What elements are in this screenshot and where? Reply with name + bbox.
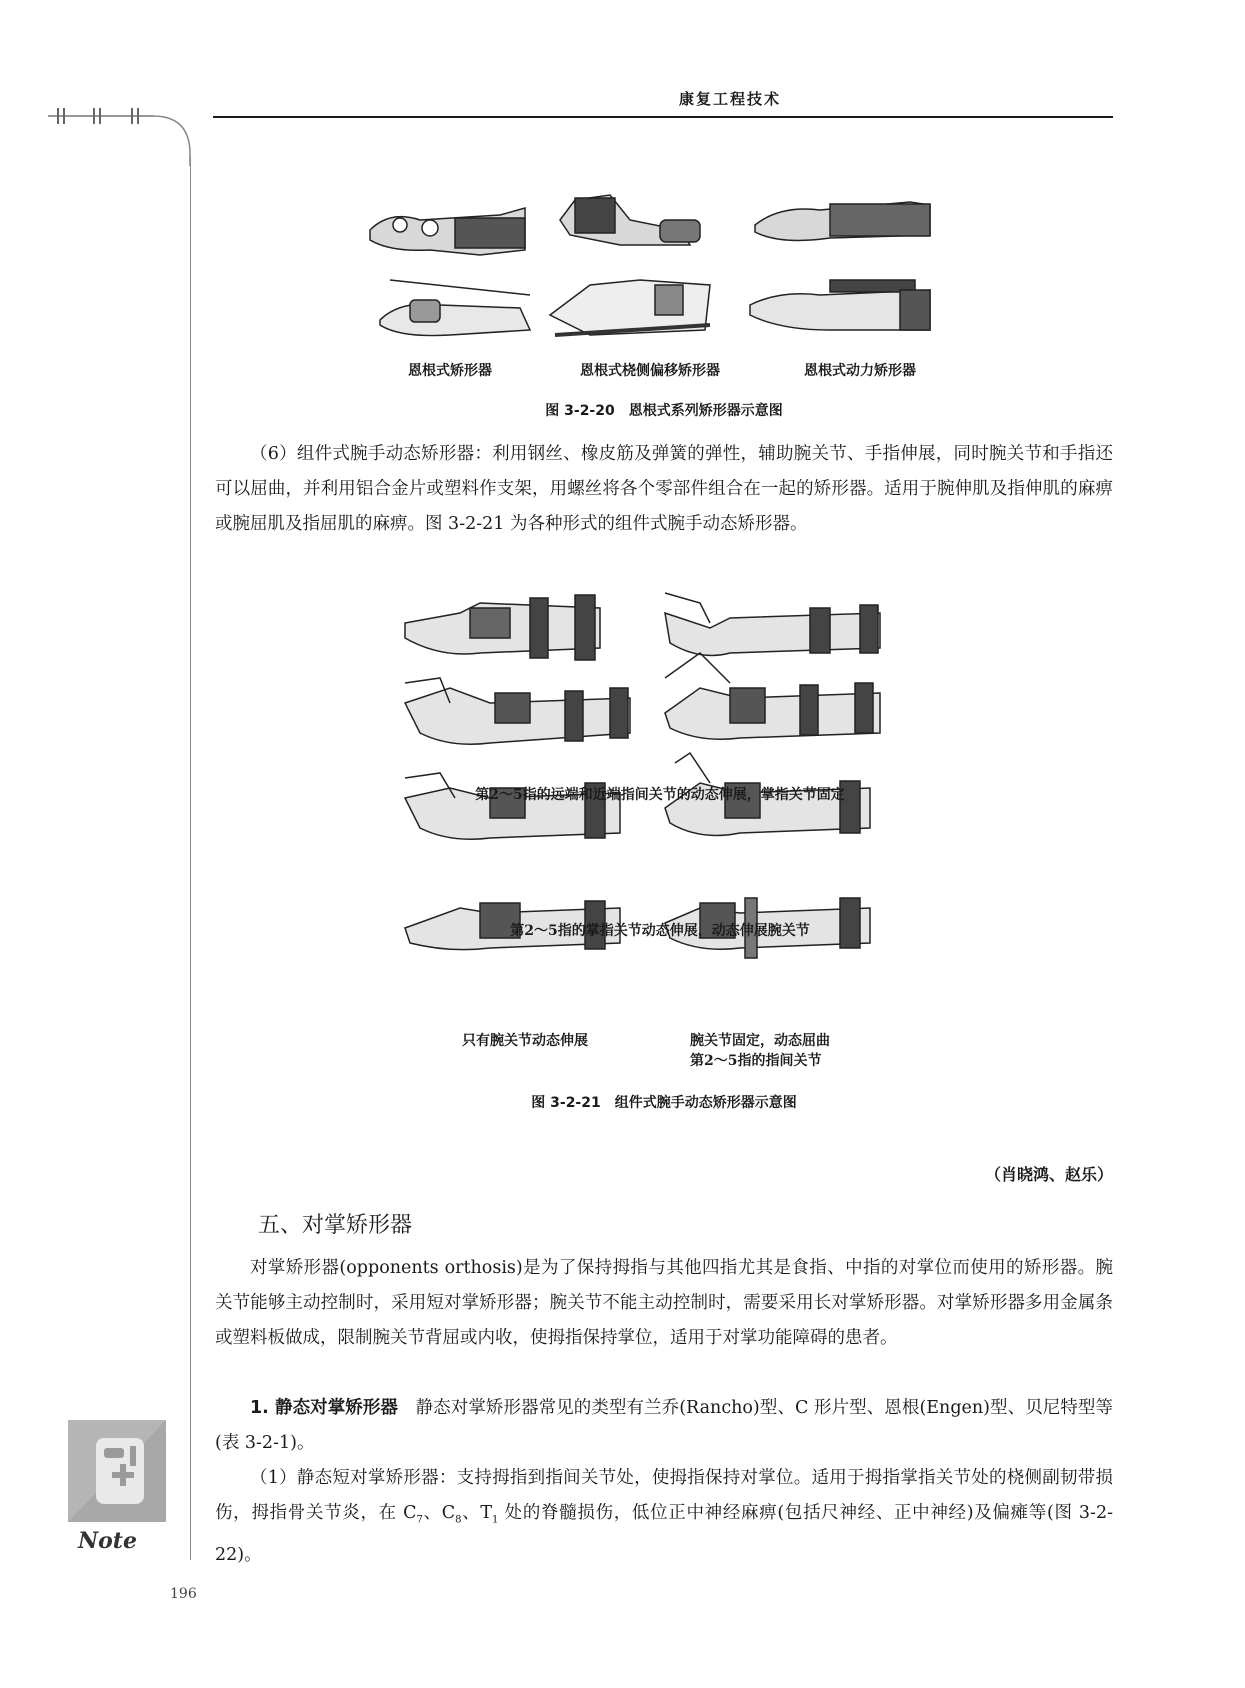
paragraph-text-c: 、T [461, 1503, 493, 1523]
margin-rule [190, 157, 191, 1560]
figure-3-2-21-sublabel-4b: 第2～5指的指间关节 [690, 1053, 822, 1069]
figure-3-2-21-sublabel-4a: 腕关节固定，动态屈曲 [690, 1033, 830, 1049]
figure-3-2-21-illustration [400, 583, 920, 1063]
subscript-7: 7 [416, 1514, 423, 1526]
paragraph-text-d: 处的脊髓损伤，低位正中神经麻痹(包括尺神经、正中神经)及偏瘫等(图 3-2-22)。 [215, 1503, 1114, 1565]
paragraph-opponents-orthosis: 对掌矫形器(opponents orthosis)是为了保持拇指与其他四指尤其是食指、中指的对掌位而使用的矫形器。腕关节能够主动控制时，采用短对掌矫形器；腕关节不能主动控制时，需要采用长对掌矫形器。对掌矫形器多用金属条或塑料板做成，限制腕关节背屈或内收，使拇指保持掌位，适用于对掌功能障碍的患者。 [215, 1258, 1113, 1348]
note-icon [68, 1420, 166, 1522]
figure-3-2-20-illustration [360, 190, 960, 360]
figure-3-2-21-sublabel-2: 第2～5指的掌指关节动态伸展，动态伸展腕关节 [510, 923, 810, 939]
paragraph-text-b: 、C [422, 1503, 456, 1523]
figure-3-2-20-label-3: 恩根式动力矫形器 [804, 363, 916, 379]
subscript-8: 8 [455, 1514, 462, 1526]
paragraph-dynamic-orthosis: （6）组件式腕手动态矫形器：利用钢丝、橡皮筋及弹簧的弹性，辅助腕关节、手指伸展，同时腕关节和手指还可以屈曲，并利用铝合金片或塑料作支架，用螺丝将各个零部件组合在一起的矫形器。适用于腕伸肌及指伸肌的麻痹或腕屈肌及指屈肌的麻痹。图 3-2-21 为各种形式的组件式腕手动态矫形器。 [215, 444, 1113, 534]
figure-3-2-20-caption: 图 3-2-20 恩根式系列矫形器示意图 [545, 403, 783, 419]
section-heading: 五、对掌矫形器 [258, 1213, 413, 1238]
paragraph-static-opponents-text: 静态对掌矫形器常见的类型有兰乔(Rancho)型、C 形片型、恩根(Engen)型、贝尼特型等(表 3-2-1)。 [215, 1398, 1113, 1453]
paragraph-short-opponents [215, 1461, 1113, 1573]
paragraph-text-a: （1）静态短对掌矫形器：支持拇指到指间关节处，使拇指保持对掌位。适用于拇指掌指关节处的桡侧副韧带损伤，拇指骨关节炎，在 C [215, 1468, 1113, 1523]
author-credit: （肖晓鸿、赵乐） [984, 1165, 1113, 1184]
figure-3-2-21-sublabel-3: 只有腕关节动态伸展 [462, 1033, 588, 1049]
running-header: 康复工程技术 [678, 90, 781, 108]
figure-3-2-21-caption: 图 3-2-21 组件式腕手动态矫形器示意图 [531, 1095, 797, 1111]
figure-3-2-20-label-1: 恩根式矫形器 [408, 363, 492, 379]
figure-3-2-21-sublabel-1: 第2～5指的远端和近端指间关节的动态伸展，掌指关节固定 [475, 787, 845, 803]
margin-decoration [48, 106, 193, 166]
paragraph-static-opponents [215, 1391, 1113, 1461]
figure-3-2-20-label-2: 恩根式桡侧偏移矫形器 [580, 363, 720, 379]
subscript-1: 1 [492, 1514, 499, 1526]
page-number: 196 [170, 1586, 197, 1602]
note-label: Note [78, 1528, 137, 1554]
subsection-heading: 1. 静态对掌矫形器 [250, 1398, 399, 1418]
header-rule [213, 116, 1113, 118]
